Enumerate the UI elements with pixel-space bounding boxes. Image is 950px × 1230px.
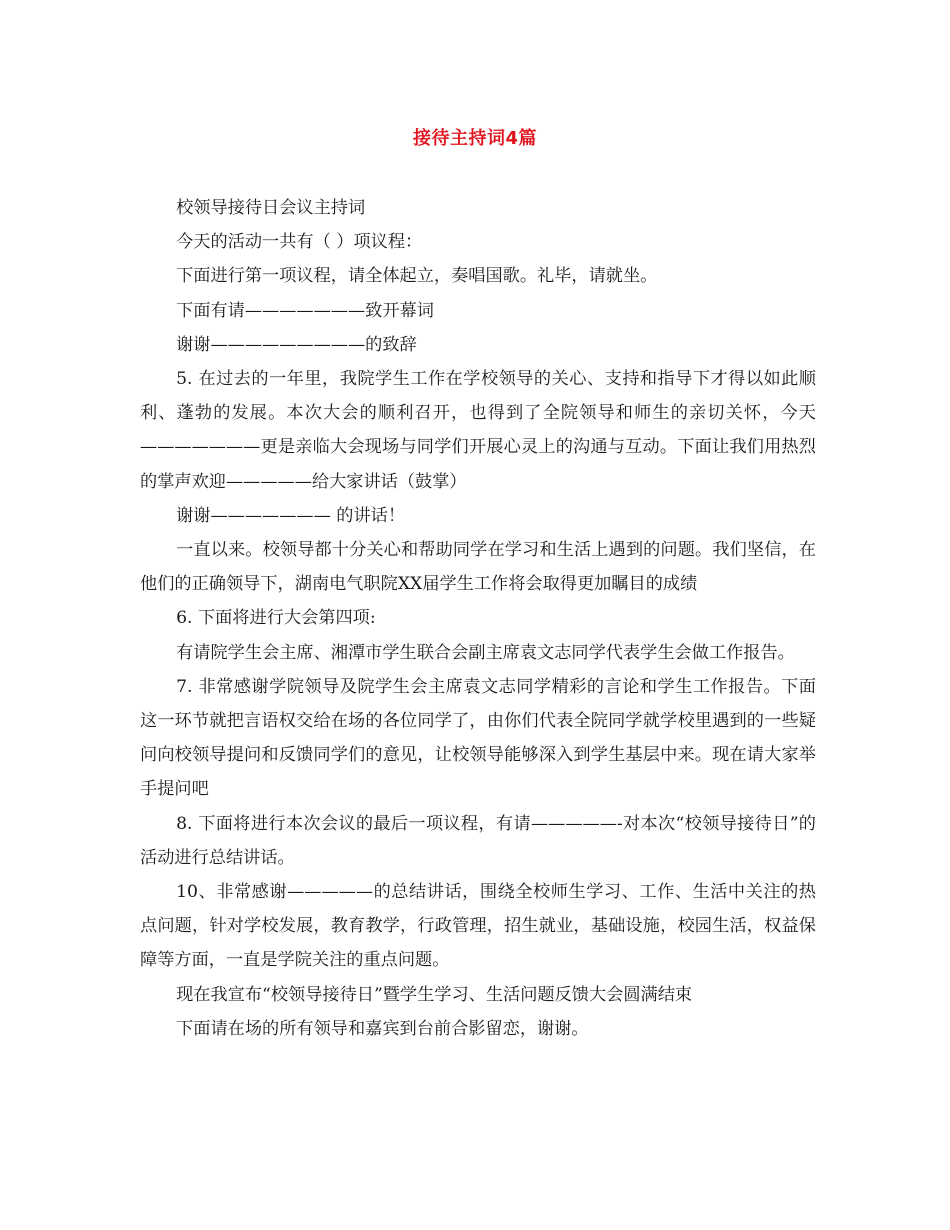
paragraph-anthem: 下面进行第一项议程，请全体起立，奏唱国歌。礼毕，请就坐。 [176,266,658,287]
paragraph-item-5: 5. 在过去的一年里，我院学生工作在学校领导的关心、支持和指导下才得以如此顺利、蓬勃的发展。本次大会的顺利召开，也得到了全院领导和师生的亲切关怀，今天———————更是亲临大会现场与同学们开展心灵上的沟通与互动。下面让我们用热烈的掌声欢迎—————给大家讲话（鼓掌） [140,369,816,492]
paragraph-thanks-talk: 谢谢——————— 的讲话！ [176,505,406,526]
paragraph-item-6: 6. 下面将进行大会第四项: [176,608,376,629]
paragraph-leadership: 一直以来。校领导都十分关心和帮助同学在学习和生活上遇到的问题。我们坚信，在他们的正确领导下，湖南电气职院XX届学生工作将会取得更加瞩目的成绩 [140,540,816,595]
paragraph-heading: 校领导接待日会议主持词 [176,198,366,218]
paragraph-item-10: 10、非常感谢—————的总结讲话，围绕全校师生学习、工作、生活中关注的热点问题，针对学校发展，教育教学，行政管理，招生就业，基础设施，校园生活，权益保障等方面，一直是学院关注的重点问题。 [140,882,816,971]
paragraph-item-7: 7. 非常感谢学院领导及院学生会主席袁文志同学精彩的言论和学生工作报告。下面这一环节就把言语权交给在场的各位同学了，由你们代表全院同学就学校里遇到的一些疑问向校领导提问和反馈同学们的意见，让校领导能够深入到学生基层中来。现在请大家举手提问吧 [140,676,816,800]
document-body [140,191,816,1046]
paragraph-opening-speech: 下面有请———————致开幕词 [176,300,434,321]
paragraph-thanks-speech: 谢谢—————————的致辞 [176,334,417,355]
paragraph-student-union-report: 有请院学生会主席、湘潭市学生联合会副主席袁文志同学代表学生会做工作报告。 [176,642,795,663]
document-title: 接待主持词4篇 [412,128,538,149]
paragraph-closing: 现在我宣布“校领导接待日”暨学生学习、生活问题反馈大会圆满结束 [176,984,693,1005]
paragraph-agenda-count: 今天的活动一共有（ ）项议程： [176,232,423,253]
paragraph-item-8: 8. 下面将进行本次会议的最后一项议程，有请—————-对本次“校领导接待日”的活动进行总结讲话。 [140,813,816,868]
paragraph-group-photo: 下面请在场的所有领导和嘉宾到台前合影留恋，谢谢。 [176,1018,589,1039]
